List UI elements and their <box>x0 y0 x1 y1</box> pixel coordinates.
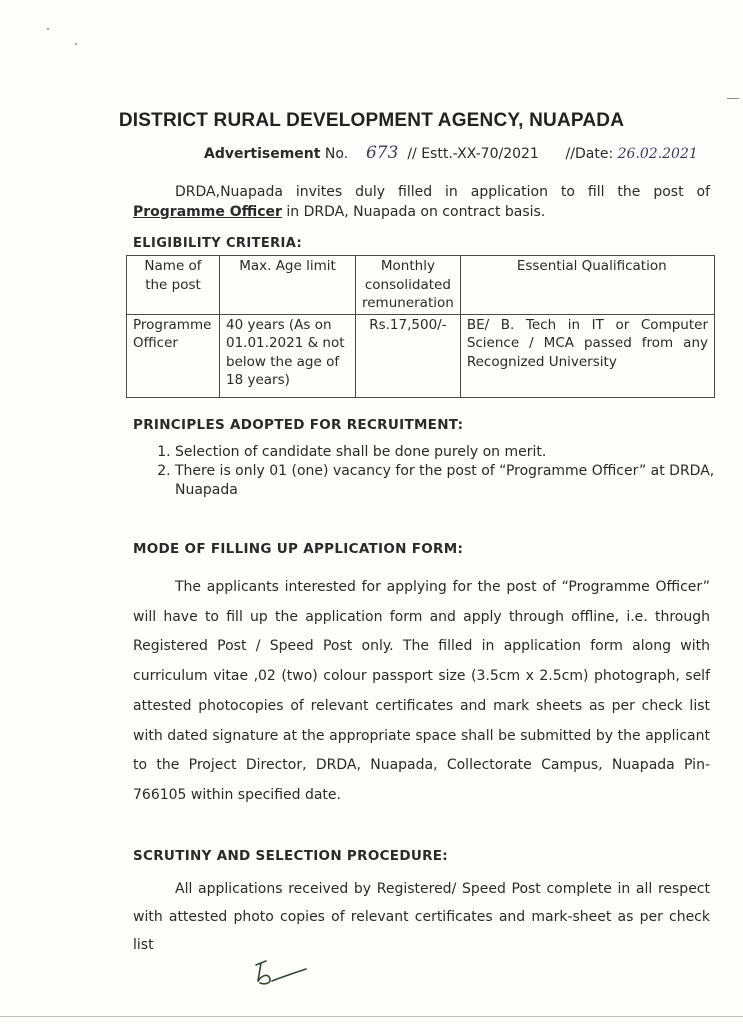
cell-age: 40 years (As on 01.01.2021 & not below the age of 18 years) <box>220 314 356 397</box>
scan-edge-line <box>0 1016 743 1017</box>
advertisement-number: 673 <box>365 143 399 163</box>
scan-speck <box>47 28 49 30</box>
column-header-qualification: Essential Qualification <box>460 256 714 315</box>
scan-speck <box>75 43 77 45</box>
advertisement-label: Advertisement <box>204 146 321 162</box>
cell-remuneration: Rs.17,500/- <box>356 314 461 397</box>
date-value: 26.02.2021 <box>617 146 698 162</box>
estt-reference: // Estt.-XX-70/2021 <box>407 146 539 162</box>
scrutiny-heading: SCRUTINY AND SELECTION PROCEDURE: <box>133 848 449 864</box>
scrutiny-paragraph: All applications received by Registered/ Speed Post complete in all respect with attested photo copies of relevant certificates and mark-sheet as per check list <box>133 881 710 953</box>
mode-heading: MODE OF FILLING UP APPLICATION FORM: <box>133 541 464 557</box>
scan-speck <box>727 98 739 99</box>
column-header-remuneration: Monthly consolidated remuneration <box>356 256 461 315</box>
cell-qualification: BE/ B. Tech in IT or Computer Science / MCA passed from any Recognized University <box>460 314 714 397</box>
column-header-age: Max. Age limit <box>220 256 356 315</box>
table-row <box>127 314 715 397</box>
advertisement-no-label: No. <box>324 146 349 162</box>
advertisement-line <box>204 143 698 163</box>
eligibility-table <box>126 255 715 398</box>
list-item: 2. There is only 01 (one) vacancy for the post of “Programme Officer” at DRDA, Nuapada <box>175 462 743 500</box>
post-name-emphasis: Programme Officer <box>133 204 282 220</box>
list-item: 1. Selection of candidate shall be done purely on merit. <box>175 443 743 462</box>
cell-post: Programme Officer <box>127 314 220 397</box>
mode-paragraph: The applicants interested for applying for the post of “Programme Officer” will have to fill up the application form and apply through offline, i.e. through Registered Post / Speed Post only. The filled in application form along with curriculum vitae ,02 (two) colour passport size (3.5cm x 2.5cm) photograph, self attested photocopies of relevant certificates and mark sheets as per check list with dated signature at the appropriate space shall be submitted by the applicant to the Project Director, DRDA, Nuapada, Collectorate Campus, Nuapada Pin-766105 within specified date. <box>133 579 710 803</box>
table-header-row <box>127 256 715 315</box>
intro-text-before: DRDA,Nuapada invites duly filled in application to fill the post of <box>175 184 710 200</box>
eligibility-heading: ELIGIBILITY CRITERIA: <box>133 236 303 251</box>
handwritten-initial <box>250 955 310 995</box>
principles-list <box>133 443 743 500</box>
document-title: DISTRICT RURAL DEVELOPMENT AGENCY, NUAPADA <box>118 110 625 131</box>
date-label: //Date: <box>565 146 614 162</box>
column-header-post: Name of the post <box>127 256 220 315</box>
intro-paragraph <box>133 182 710 222</box>
principles-heading: PRINCIPLES ADOPTED FOR RECRUITMENT: <box>133 417 464 433</box>
intro-text-after: in DRDA, Nuapada on contract basis. <box>281 204 546 220</box>
